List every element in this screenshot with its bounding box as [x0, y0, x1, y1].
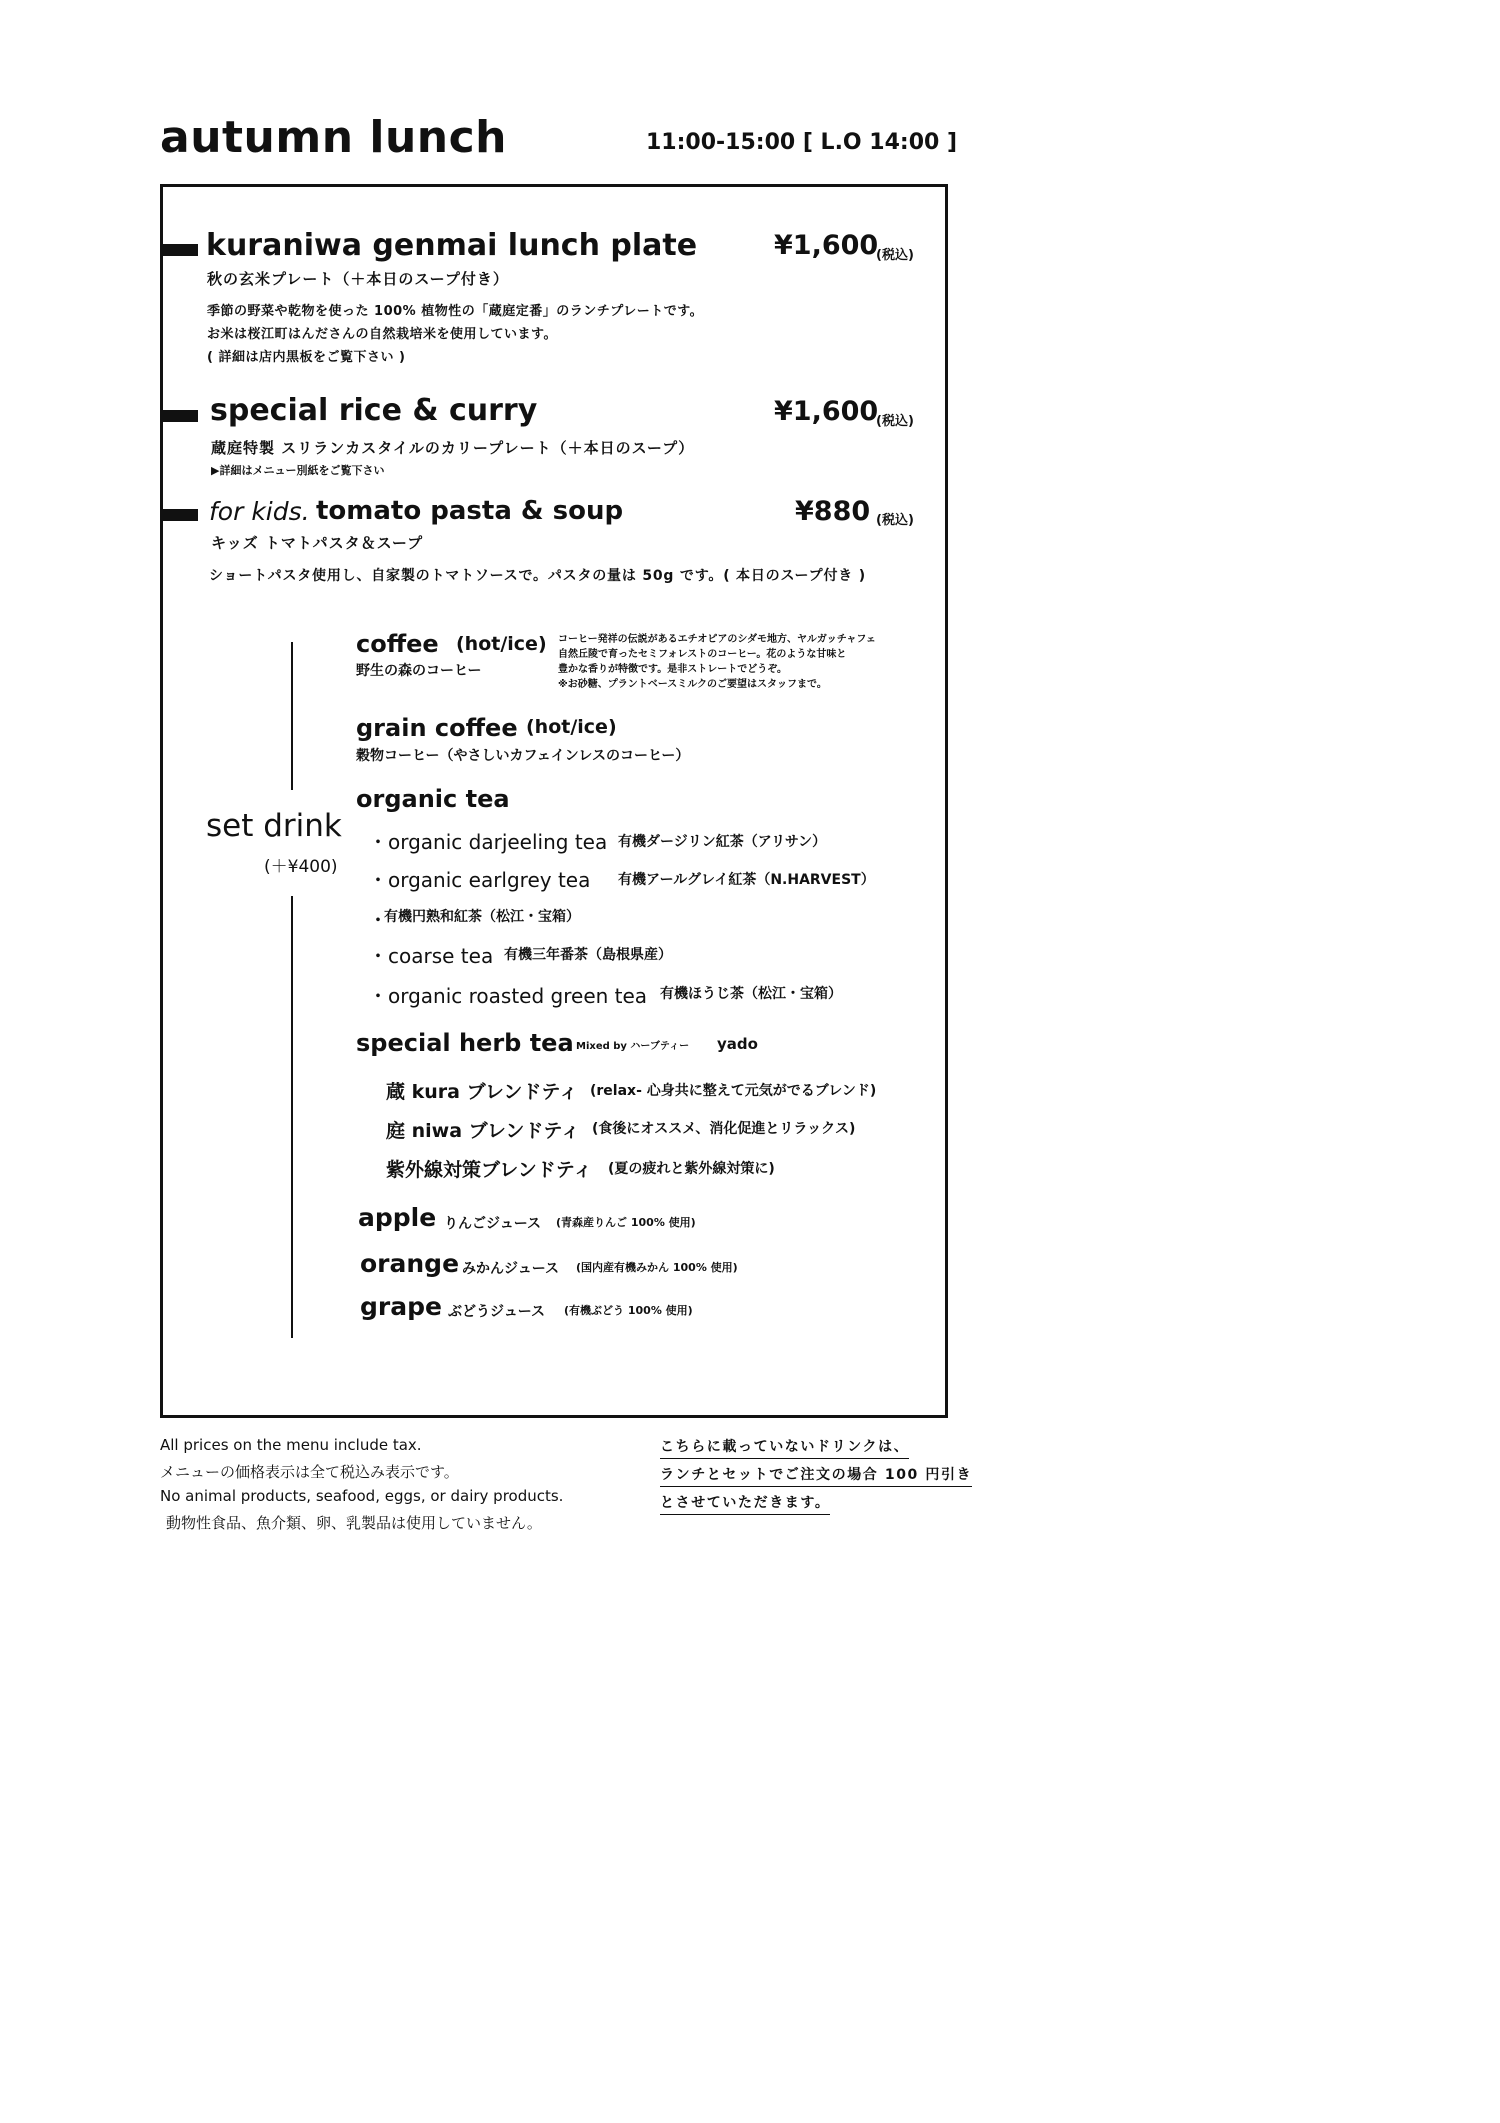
tax-label: (税込)	[876, 414, 914, 429]
tea-item-en: ・organic roasted green tea	[368, 984, 648, 1008]
tea-item-jp: 有機円熟和紅茶（松江・宝箱）	[384, 909, 580, 925]
dish-price: ¥880	[795, 496, 871, 527]
herb-blend-name: 紫外線対策ブレンドティ	[386, 1159, 593, 1181]
footer-line: All prices on the menu include tax.	[160, 1436, 422, 1454]
tax-label: (税込)	[876, 248, 914, 263]
section-bar-marker	[162, 509, 198, 521]
herb-tea-maker: yado	[717, 1035, 758, 1053]
drink-jp-name: 野生の森のコーヒー	[356, 663, 482, 679]
dish-name: tomato pasta & soup	[316, 496, 624, 526]
herb-blend-name: 庭 niwa ブレンドティ	[386, 1120, 580, 1142]
herb-tea-mixed-by: Mixed by ハーブティー	[576, 1041, 690, 1052]
juice-name: orange	[360, 1249, 460, 1278]
juice-jp-name: ぶどうジュース	[448, 1304, 546, 1320]
juice-note: (青森産りんご 100% 使用)	[556, 1216, 696, 1229]
drink-name: coffee	[356, 630, 439, 658]
coffee-description-line: コーヒー発祥の伝説があるエチオピアのシダモ地方、ヤルガッチャフェ	[558, 634, 876, 645]
dish-subtitle: 秋の玄米プレート（＋本日のスープ付き）	[207, 270, 509, 288]
herb-blend-name: 蔵 kura ブレンドティ	[386, 1081, 578, 1103]
footer-line: メニューの価格表示は全て税込み表示です。	[160, 1463, 459, 1481]
dish-description-line: お米は桜江町はんださんの自然栽培米を使用しています。	[207, 327, 557, 342]
tax-label: (税込)	[876, 513, 914, 528]
dish-name: special rice & curry	[210, 393, 538, 428]
set-drink-label: set drink	[206, 808, 342, 844]
drink-jp-name: 穀物コーヒー（やさしいカフェインレスのコーヒー）	[356, 748, 690, 764]
menu-frame	[160, 184, 948, 1418]
section-bar-marker	[162, 244, 198, 256]
juice-jp-name: りんごジュース	[444, 1216, 542, 1232]
coffee-description-line: 豊かな香りが特徴です。是非ストレートでどうぞ。	[558, 664, 787, 675]
dish-description-line: ( 詳細は店内黒板をご覧下さい )	[207, 350, 406, 365]
drink-discount-note-line: こちらに載っていないドリンクは、	[660, 1436, 909, 1459]
section-bar-marker	[162, 410, 198, 422]
footer-line: 動物性食品、魚介類、卵、乳製品は使用していません。	[166, 1514, 542, 1532]
tea-item-jp: 有機ほうじ茶（松江・宝箱）	[660, 986, 842, 1002]
tea-item-jp: 有機アールグレイ紅茶（N.HARVEST）	[618, 872, 875, 888]
juice-name: apple	[358, 1203, 437, 1232]
herb-tea-heading: special herb tea	[356, 1029, 574, 1057]
drink-name: grain coffee	[356, 714, 518, 742]
tea-item-en: ・organic darjeeling tea	[368, 830, 608, 854]
juice-note: (国内産有機みかん 100% 使用)	[576, 1261, 738, 1274]
herb-blend-note: (relax- 心身共に整えて元気がでるブレンド)	[590, 1083, 877, 1099]
kids-prefix: for kids.	[209, 497, 310, 526]
drink-variant: (hot/ice)	[456, 633, 547, 655]
opening-hours: 11:00-15:00 [ L.O 14:00 ]	[646, 130, 958, 155]
dish-price: ¥1,600	[774, 396, 879, 427]
dish-subtitle: キッズ トマトパスタ＆スープ	[211, 534, 424, 552]
set-drink-divider	[291, 642, 293, 790]
footer-line: No animal products, seafood, eggs, or dairy products.	[160, 1487, 564, 1505]
drink-discount-note-line: とさせていただきます。	[660, 1492, 830, 1515]
juice-jp-name: みかんジュース	[462, 1261, 560, 1277]
dish-subtitle: 蔵庭特製 スリランカスタイルのカリープレート（＋本日のスープ）	[211, 439, 695, 457]
drink-variant: (hot/ice)	[526, 716, 617, 738]
organic-tea-heading: organic tea	[356, 785, 510, 813]
coffee-description-line: 自然丘陵で育ったセミフォレストのコーヒー。花のような甘味と	[558, 649, 847, 660]
tea-item-en: ・coarse tea	[368, 944, 494, 968]
dish-name: kuraniwa genmai lunch plate	[206, 228, 698, 263]
dish-description-line: 季節の野菜や乾物を使った 100% 植物性の「蔵庭定番」のランチプレートです。	[207, 304, 704, 319]
juice-name: grape	[360, 1292, 442, 1321]
set-drink-price: (＋¥400)	[264, 857, 338, 877]
dish-description: ショートパスタ使用し、自家製のトマトソースで。パスタの量は 50g です。( 本日のスープ付き )	[209, 568, 866, 584]
juice-note: (有機ぶどう 100% 使用)	[564, 1304, 693, 1317]
herb-blend-note: (食後にオススメ、消化促進とリラックス)	[592, 1121, 856, 1137]
set-drink-divider	[291, 896, 293, 1338]
tea-item-en: ・organic earlgrey tea	[368, 868, 591, 892]
coffee-description-line: ※お砂糖、プラントベースミルクのご要望はスタッフまで。	[558, 679, 827, 690]
tea-item-en: ・	[368, 908, 388, 932]
dish-note: ▶詳細はメニュー別紙をご覧下さい	[211, 464, 385, 477]
tea-item-jp: 有機三年番茶（島根県産）	[504, 947, 672, 963]
dish-price: ¥1,600	[774, 230, 879, 261]
page-title: autumn lunch	[160, 112, 507, 163]
herb-blend-note: (夏の疲れと紫外線対策に)	[608, 1161, 775, 1177]
tea-item-jp: 有機ダージリン紅茶（アリサン）	[618, 834, 827, 850]
drink-discount-note-line: ランチとセットでご注文の場合 100 円引き	[660, 1464, 972, 1487]
